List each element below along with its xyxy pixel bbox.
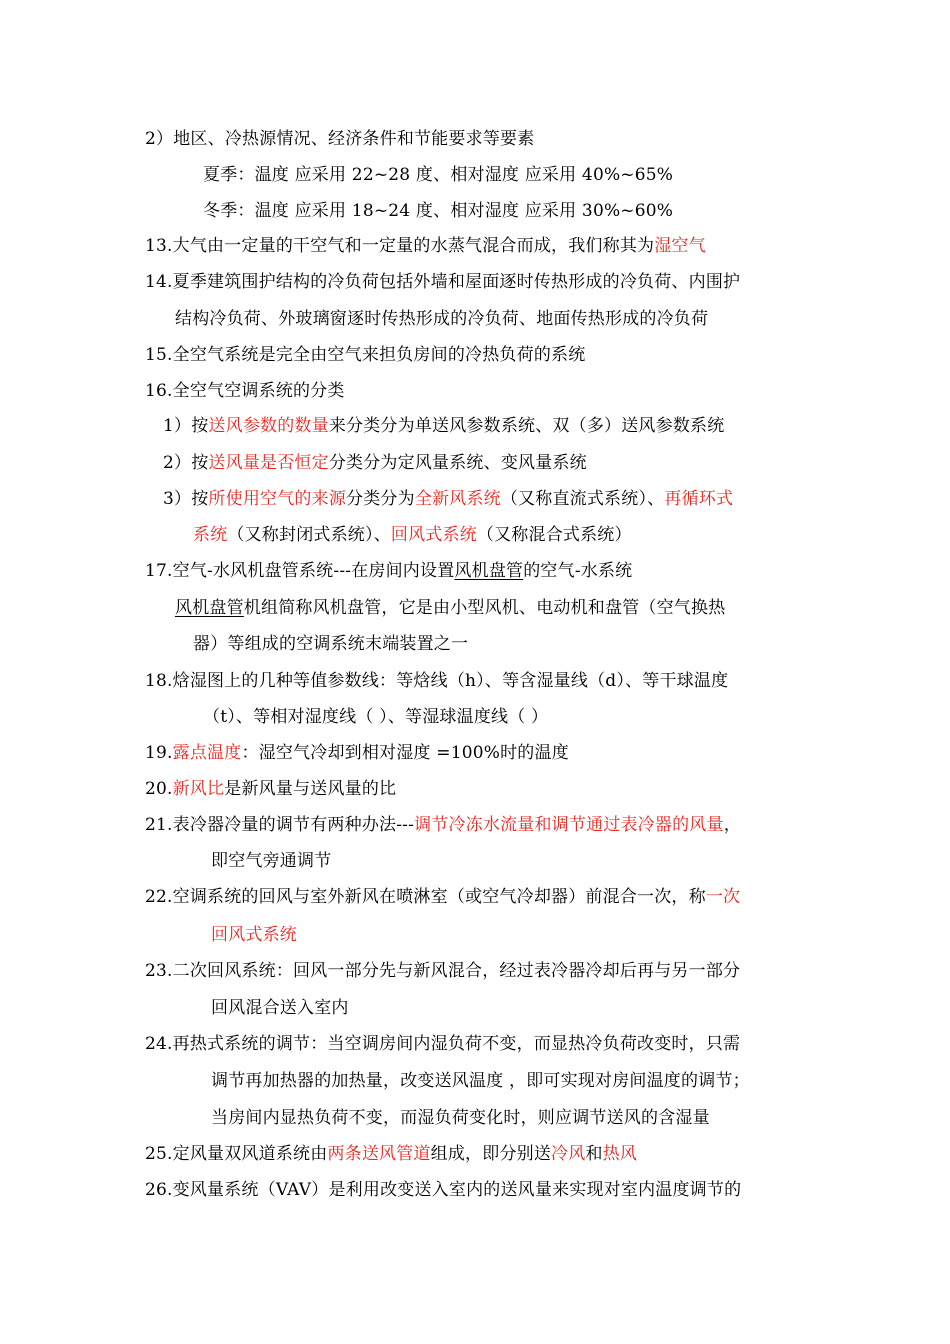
highlighted-term: 湿空气 <box>654 236 706 256</box>
text-line <box>145 234 706 258</box>
text-segment: 26.变风量系统（VAV）是利用改变送入室内的送风量来实现对室内温度调节的 <box>145 1180 742 1200</box>
text-segment: 1）按 <box>163 416 209 436</box>
text-segment: ， <box>723 815 741 835</box>
highlighted-term: 所使用空气的来源 <box>208 489 347 509</box>
text-line <box>145 813 741 837</box>
text-segment: （又称直流式系统）、 <box>500 489 665 509</box>
text-line <box>211 849 331 873</box>
text-line <box>203 163 673 187</box>
highlighted-term: 全新风系统 <box>414 489 501 509</box>
highlighted-term: 送风参数的数量 <box>208 416 329 436</box>
text-segment: 器）等组成的空调系统末端装置之一 <box>193 634 469 654</box>
text-segment: 夏季：温度 应采用 22~28 度、相对湿度 应采用 40%~65% <box>203 165 674 185</box>
text-segment: 14.夏季建筑围护结构的冷负荷包括外墙和屋面逐时传热形成的冷负荷、内围护 <box>145 272 741 292</box>
highlighted-term: 回风式系统 <box>390 525 477 545</box>
text-line <box>145 741 569 765</box>
highlighted-term: 送风量是否恒定 <box>208 453 329 473</box>
text-segment: 22.空调系统的回风与室外新风在喷淋室（或空气冷却器）前混合一次，称 <box>145 887 706 907</box>
text-line <box>145 669 728 693</box>
highlighted-term: 热风 <box>602 1144 638 1164</box>
highlighted-term: 两条送风管道 <box>327 1144 431 1164</box>
text-segment: 组成，即分别送 <box>430 1144 552 1164</box>
text-line <box>145 1032 740 1056</box>
text-segment: 分类分为定风量系统、变风量系统 <box>328 453 587 473</box>
text-segment: 机组简称风机盘管，它是由小型风机、电动机和盘管（空气换热 <box>243 598 726 618</box>
highlighted-term: 调节冷冻水流量和调节通过表冷器的风量 <box>414 815 724 835</box>
text-line <box>193 523 632 547</box>
text-line <box>145 127 534 151</box>
text-segment: 13.大气由一定量的干空气和一定量的水蒸气混合而成，我们称其为 <box>145 236 655 256</box>
text-segment: 来分类分为单送风参数系统、双（多）送风参数系统 <box>328 416 725 436</box>
text-line <box>145 270 740 294</box>
underlined-term: 风机盘管 <box>175 598 244 618</box>
highlighted-term: 回风式系统 <box>211 925 297 945</box>
text-segment: 23.二次回风系统：回风一部分先与新风混合，经过表冷器冷却后再与另一部分 <box>145 961 741 981</box>
text-line <box>145 379 345 403</box>
text-line <box>145 343 585 367</box>
text-segment: 19. <box>145 743 173 763</box>
text-segment: 17.空气-水风机盘管系统---在房间内设置 <box>145 561 455 581</box>
text-segment: 18.焓湿图上的几种等值参数线：等焓线（h）、等含湿量线（d）、等干球温度 <box>145 671 729 691</box>
text-line <box>163 451 587 475</box>
text-segment: 是新风量与送风量的比 <box>224 779 397 799</box>
text-line <box>175 307 708 331</box>
text-segment: 调节再加热器的加热量，改变送风温度 ，即可实现对房间温度的调节； <box>211 1071 750 1091</box>
text-segment: 15.全空气系统是完全由空气来担负房间的冷热负荷的系统 <box>145 345 586 365</box>
highlighted-term: 再循环式 <box>664 489 734 509</box>
text-segment: 24.再热式系统的调节：当空调房间内湿负荷不变，而显热冷负荷改变时，只需 <box>145 1034 741 1054</box>
text-line <box>145 559 632 583</box>
text-segment: 2）地区、冷热源情况、经济条件和节能要求等要素 <box>145 129 535 149</box>
text-segment: 16.全空气空调系统的分类 <box>145 381 345 401</box>
text-segment: 21.表冷器冷量的调节有两种办法--- <box>145 815 415 835</box>
text-line <box>163 414 724 438</box>
text-segment: ：湿空气冷却到相对湿度 =100%时的温度 <box>241 743 569 763</box>
text-line <box>211 1069 750 1093</box>
text-segment: 和 <box>585 1144 603 1164</box>
underlined-term: 风机盘管 <box>454 561 524 581</box>
text-segment: 的空气-水系统 <box>523 561 633 581</box>
text-segment: 2）按 <box>163 453 209 473</box>
text-segment: 当房间内显热负荷不变，而湿负荷变化时，则应调节送风的含湿量 <box>211 1108 710 1128</box>
text-segment: 回风混合送入室内 <box>211 998 349 1018</box>
text-segment: 3）按 <box>163 489 209 509</box>
text-segment: 结构冷负荷、外玻璃窗逐时传热形成的冷负荷、地面传热形成的冷负荷 <box>175 309 709 329</box>
text-segment: 分类分为 <box>346 489 415 509</box>
text-segment: 即空气旁通调节 <box>211 851 332 871</box>
text-line <box>211 923 297 947</box>
text-segment: （又称混合式系统） <box>476 525 632 545</box>
text-segment: 25.定风量双风道系统由 <box>145 1144 328 1164</box>
text-line <box>203 705 548 729</box>
text-segment: 冬季：温度 应采用 18~24 度、相对湿度 应采用 30%~60% <box>203 201 674 221</box>
text-line <box>211 996 349 1020</box>
text-line <box>163 487 733 511</box>
highlighted-term: 系统 <box>193 525 228 545</box>
text-line <box>145 1142 637 1166</box>
text-line <box>193 632 468 656</box>
text-line <box>145 777 396 801</box>
text-line <box>145 885 740 909</box>
text-segment: （t）、等相对湿度线（ ）、等湿球温度线（ ） <box>203 707 549 727</box>
text-line <box>145 1178 741 1202</box>
text-segment: （又称封闭式系统）、 <box>227 525 391 545</box>
text-line <box>211 1106 710 1130</box>
highlighted-term: 露点温度 <box>172 743 242 763</box>
highlighted-term: 冷风 <box>551 1144 586 1164</box>
text-line <box>145 959 740 983</box>
text-line <box>175 596 725 620</box>
highlighted-term: 新风比 <box>172 779 225 799</box>
highlighted-term: 一次 <box>705 887 741 907</box>
text-line <box>203 199 673 223</box>
text-segment: 20. <box>145 779 173 799</box>
